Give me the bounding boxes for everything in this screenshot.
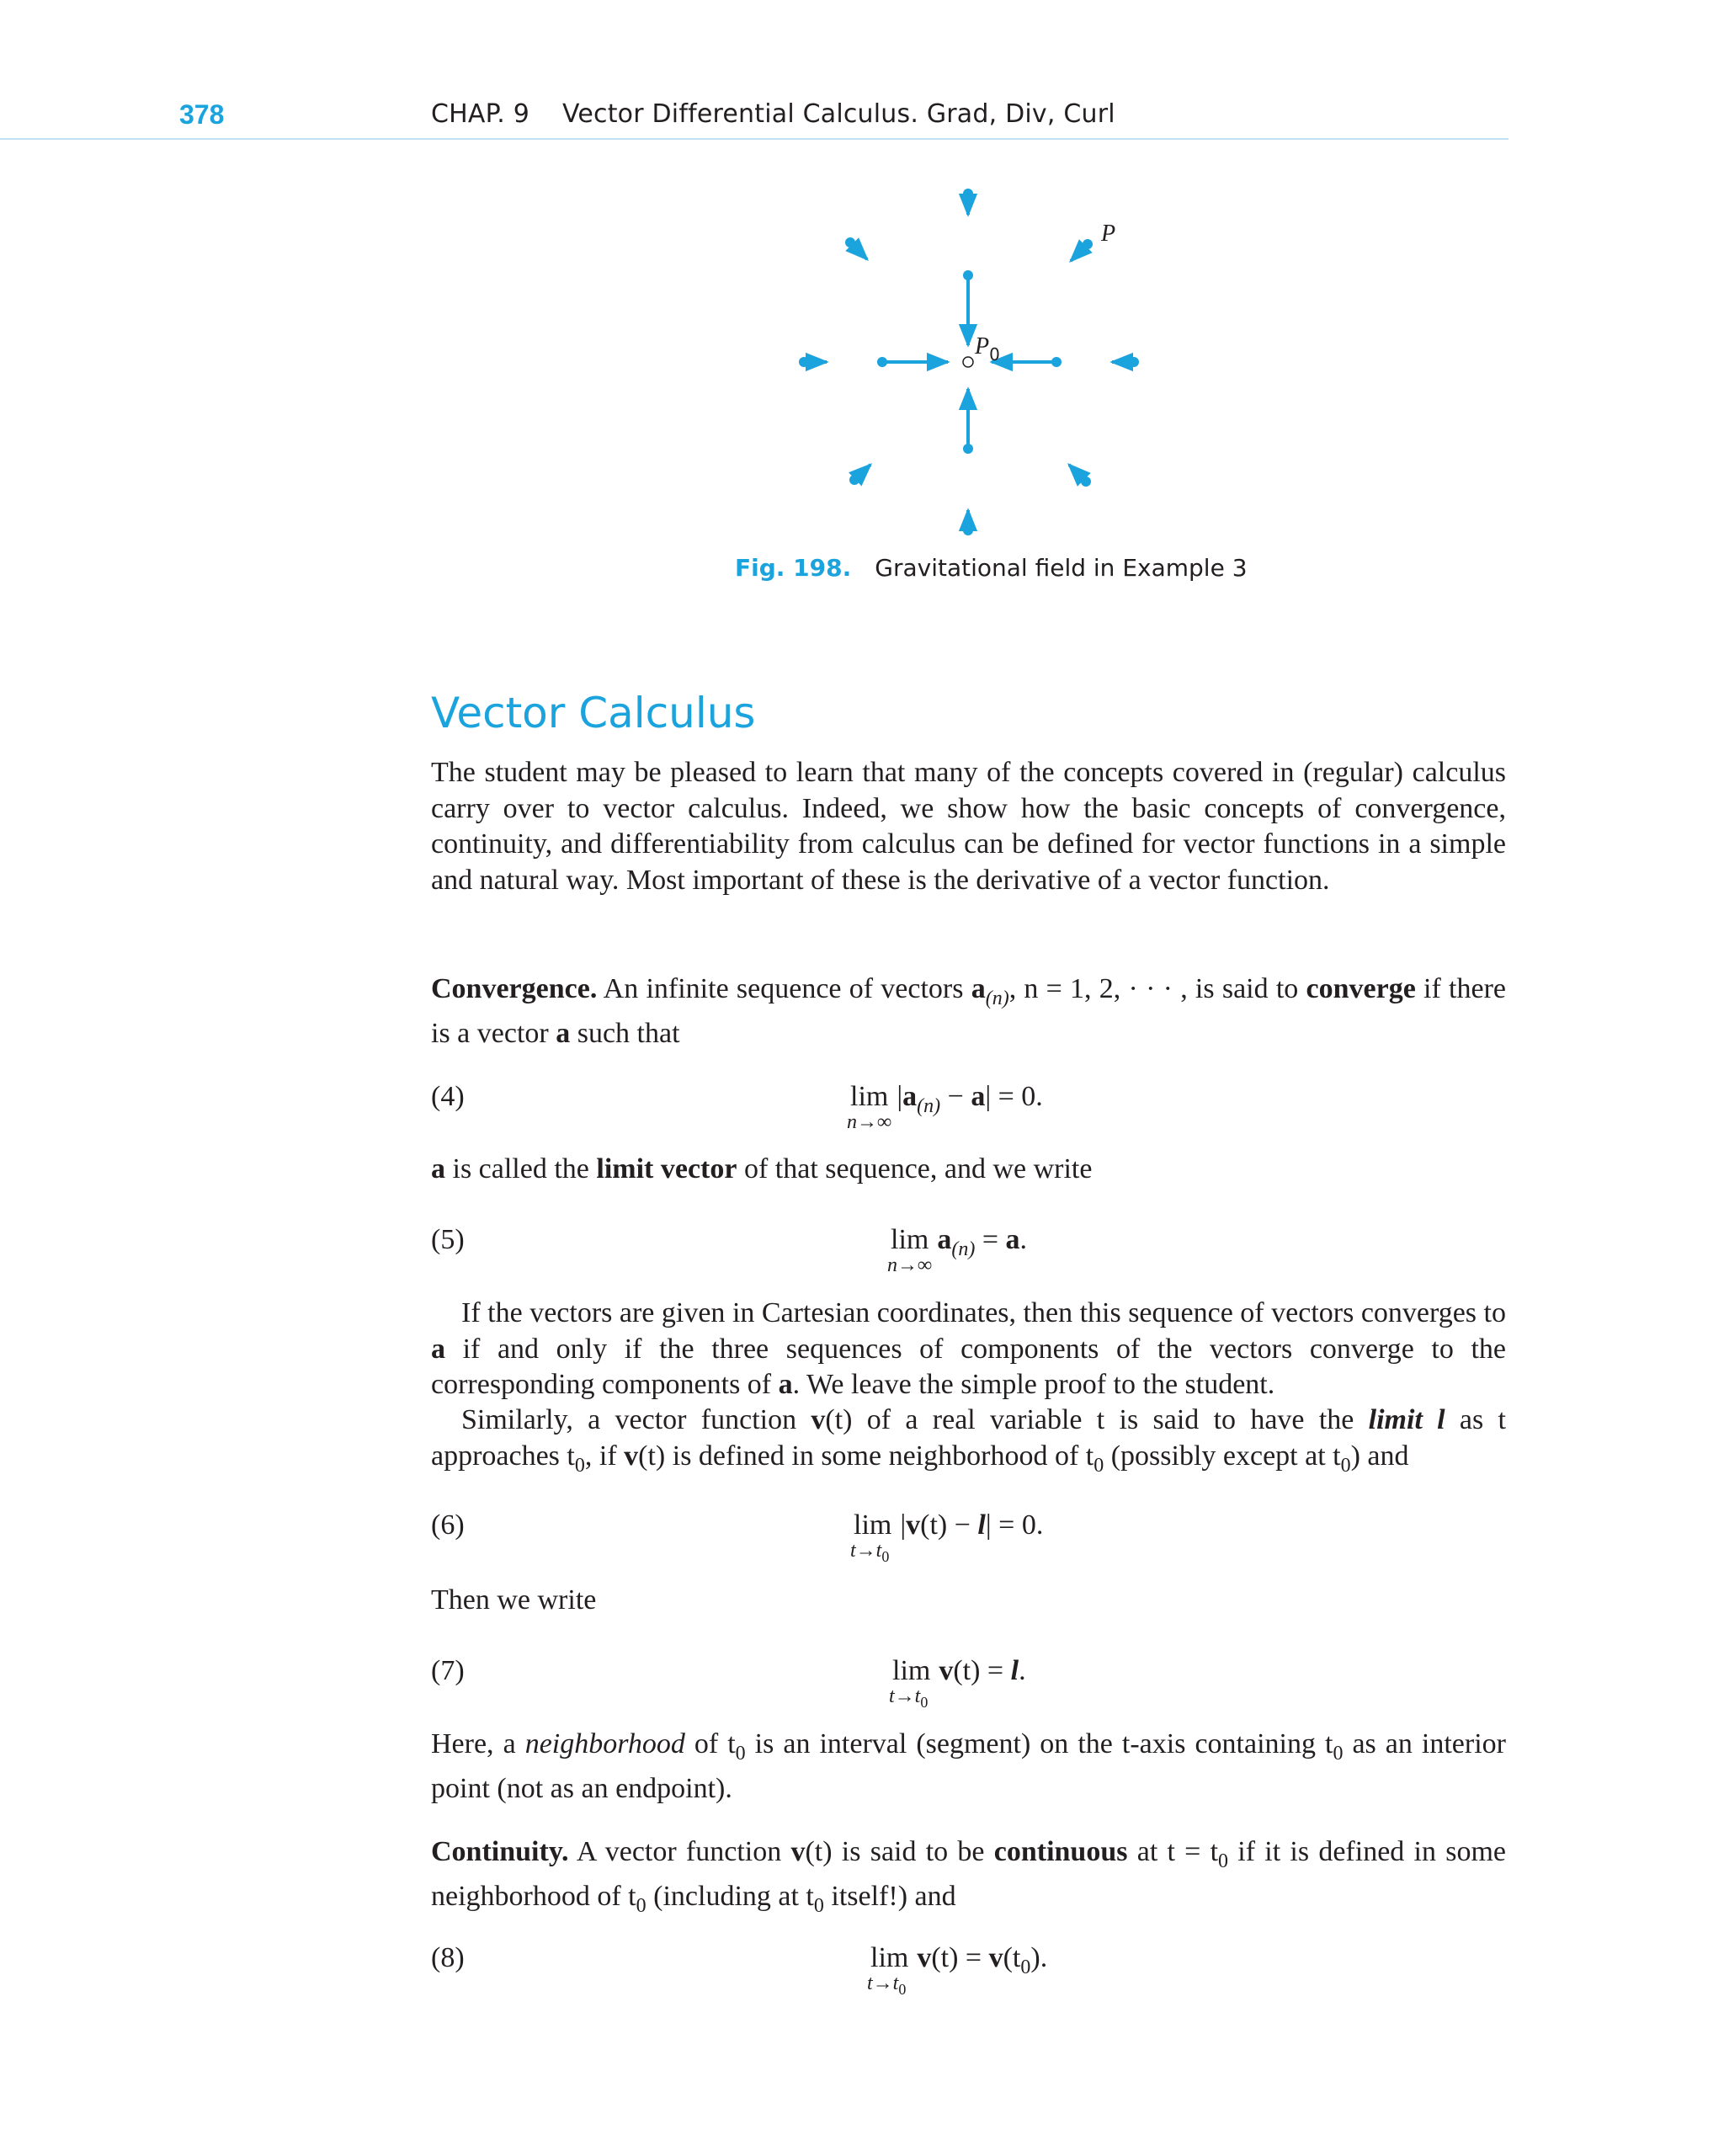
equation-6: (6) lim $t\to t_0$ |v(t) − l| = 0. bbox=[431, 1509, 1044, 1565]
label-p0: $P_0$ bbox=[975, 333, 1000, 365]
convergence-paragraph: Convergence. An infinite sequence of vectors $a_{(n)}$, n = 1, 2, · · · , is said to converge if there is a vector a such that bbox=[431, 973, 1506, 1050]
figure-label: Fig. 198. bbox=[735, 554, 852, 582]
figure-caption-text: Gravitational field in Example 3 bbox=[875, 554, 1248, 582]
header-rule bbox=[0, 138, 1508, 140]
limit-vector-paragraph: a is called the limit vector of that sequence, and we write bbox=[431, 1153, 1093, 1184]
equation-4: (4) lim n→∞ $|a_{(n)} - a| = 0$. bbox=[431, 1081, 1043, 1133]
running-head: CHAP. 9 Vector Differential Calculus. Grad, Div, Curl bbox=[431, 99, 1115, 129]
page-number: 378 bbox=[179, 99, 225, 130]
label-p: P bbox=[1101, 221, 1116, 247]
continuity-paragraph: Continuity. A vector function v(t) is said to be continuous at $t = t_0$ if it is defined in some neighborhood of $t_0$ (including at $t_0$ itself!) and bbox=[431, 1836, 1506, 1918]
equation-5: (5) lim n→∞ $a_{(n)} = a$. bbox=[431, 1224, 1028, 1276]
intro-paragraph: The student may be pleased to learn that many of the concepts covered in (regular) calculus carry over to vector calculus. Indeed, we show how the basic concepts of convergence, continuity, and differentiability from calculus can be defined for vector functions in a simple and natural way. Most important of these is the derivative of a vector function. bbox=[431, 757, 1506, 896]
equation-8: (8) lim $t\to t_0$ $v(t) = v(t_0)$. bbox=[431, 1942, 1048, 1998]
cartesian-paragraph: If the vectors are given in Cartesian coordinates, then this sequence of vectors converges to a if and only if the three sequences of components of the vectors converge to the corresponding components of a. We leave the simple proof to the student. bbox=[431, 1297, 1506, 1400]
section-title: Vector Calculus bbox=[431, 689, 756, 737]
p0-point bbox=[963, 357, 973, 367]
figure-caption bbox=[735, 554, 1248, 582]
equation-7: (7) lim $t\to t_0$ v(t) = l. bbox=[431, 1655, 1026, 1711]
gravitational-field-figure bbox=[774, 177, 1162, 547]
limit-function-paragraph: Similarly, a vector function v(t) of a real variable t is said to have the limit l as t approaches $t_0$, if v(t) is defined in some neighborhood of $t_0$ (possibly except at $t_0$) and bbox=[431, 1404, 1507, 1477]
neighborhood-paragraph: Here, a neighborhood of $t_0$ is an interval (segment) on the t-axis containing $t_0$ as an interior point (not as an endpoint). bbox=[431, 1728, 1506, 1805]
then-write: Then we write bbox=[431, 1584, 597, 1616]
